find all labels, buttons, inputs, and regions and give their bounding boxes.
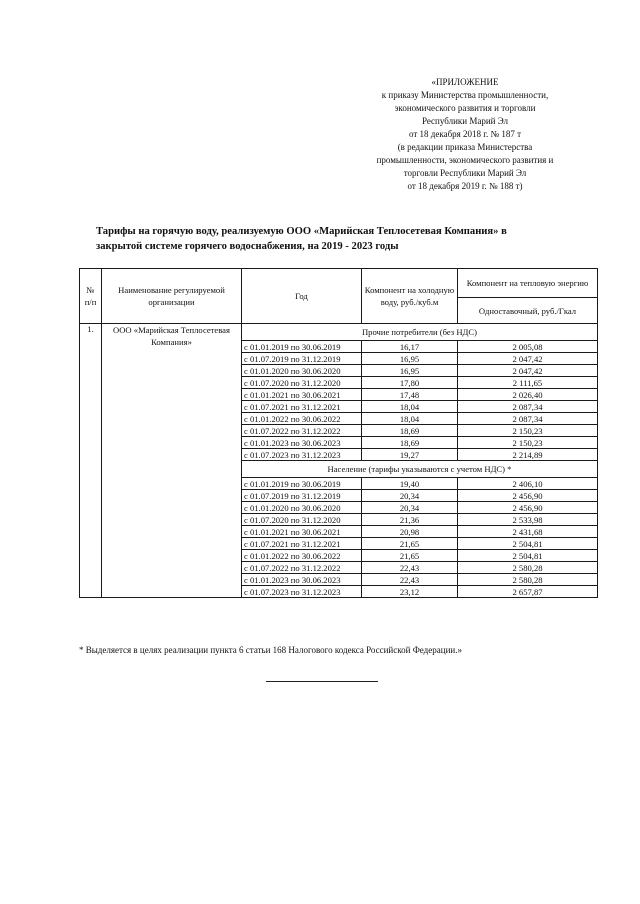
organization-name: ООО «Марийская Теплосетевая Компания» xyxy=(102,324,242,598)
period-cell: с 01.07.2019 по 31.12.2019 xyxy=(242,490,362,502)
table-body xyxy=(80,324,598,598)
heat-energy-cell: 2 657,87 xyxy=(458,586,598,598)
tariff-table xyxy=(79,268,598,598)
period-cell: с 01.01.2022 по 30.06.2022 xyxy=(242,413,362,425)
document-title xyxy=(96,224,566,254)
period-cell: с 01.01.2019 по 30.06.2019 xyxy=(242,341,362,353)
heat-energy-cell: 2 111,65 xyxy=(458,377,598,389)
heat-energy-cell: 2 150,23 xyxy=(458,437,598,449)
cold-water-cell: 23,12 xyxy=(362,586,458,598)
heat-energy-cell: 2 431,68 xyxy=(458,526,598,538)
header-organization: Наименование регулируемой организации xyxy=(102,269,242,324)
cold-water-cell: 20,98 xyxy=(362,526,458,538)
appendix-line: от 18 декабря 2019 г. № 188 т) xyxy=(407,181,523,191)
period-cell: с 01.07.2019 по 31.12.2019 xyxy=(242,353,362,365)
cold-water-cell: 18,04 xyxy=(362,413,458,425)
header-cold-water: Компонент на холодную воду, руб./куб.м xyxy=(362,269,458,324)
heat-energy-cell: 2 406,10 xyxy=(458,478,598,490)
period-cell: с 01.07.2023 по 31.12.2023 xyxy=(242,449,362,461)
heat-energy-cell: 2 047,42 xyxy=(458,353,598,365)
appendix-line: торговли Республики Марий Эл xyxy=(403,168,527,178)
group-label: Население (тарифы указываются с учетом НДС) * xyxy=(242,461,598,478)
appendix-line: экономического развития и торговли xyxy=(394,103,536,113)
appendix-line: Республики Марий Эл xyxy=(421,116,509,126)
appendix-line: (в редакции приказа Министерства xyxy=(397,142,533,152)
heat-energy-cell: 2 456,90 xyxy=(458,502,598,514)
cold-water-cell: 16,17 xyxy=(362,341,458,353)
appendix-line: промышленности, экономического развития и xyxy=(376,155,554,165)
cold-water-cell: 22,43 xyxy=(362,574,458,586)
header-heat-single-rate: Одноставочный, руб./Гкал xyxy=(458,298,598,324)
period-cell: с 01.01.2022 по 30.06.2022 xyxy=(242,550,362,562)
heat-energy-cell: 2 456,90 xyxy=(458,490,598,502)
period-cell: с 01.01.2021 по 30.06.2021 xyxy=(242,389,362,401)
period-cell: с 01.07.2021 по 31.12.2021 xyxy=(242,401,362,413)
period-cell: с 01.07.2021 по 31.12.2021 xyxy=(242,538,362,550)
heat-energy-cell: 2 150,23 xyxy=(458,425,598,437)
heat-energy-cell: 2 087,34 xyxy=(458,413,598,425)
cold-water-cell: 20,34 xyxy=(362,502,458,514)
period-cell: с 01.01.2023 по 30.06.2023 xyxy=(242,437,362,449)
cold-water-cell: 21,36 xyxy=(362,514,458,526)
cold-water-cell: 22,43 xyxy=(362,562,458,574)
period-cell: с 01.01.2019 по 30.06.2019 xyxy=(242,478,362,490)
period-cell: с 01.01.2020 по 30.06.2020 xyxy=(242,502,362,514)
appendix-line: к приказу Министерства промышленности, xyxy=(381,90,549,100)
closing-divider xyxy=(266,681,378,682)
cold-water-cell: 18,04 xyxy=(362,401,458,413)
footnote: * Выделяется в целях реализации пункта 6 статьи 168 Налогового кодекса Российской Федерации.» xyxy=(79,645,462,655)
heat-energy-cell: 2 047,42 xyxy=(458,365,598,377)
period-cell: с 01.01.2023 по 30.06.2023 xyxy=(242,574,362,586)
heat-energy-cell: 2 026,40 xyxy=(458,389,598,401)
appendix-line: «ПРИЛОЖЕНИЕ xyxy=(431,77,499,87)
heat-energy-cell: 2 087,34 xyxy=(458,401,598,413)
heat-energy-cell: 2 214,89 xyxy=(458,449,598,461)
header-year: Год xyxy=(242,269,362,324)
period-cell: с 01.07.2023 по 31.12.2023 xyxy=(242,586,362,598)
heat-energy-cell: 2 580,28 xyxy=(458,574,598,586)
title-line-1: Тарифы на горячую воду, реализуемую ООО «Марийская Теплосетевая Компания» в xyxy=(96,226,507,237)
header-heat-energy: Компонент на тепловую энергию xyxy=(458,269,598,298)
row-number: 1. xyxy=(80,324,102,598)
header-number: № п/п xyxy=(80,269,102,324)
period-cell: с 01.07.2020 по 31.12.2020 xyxy=(242,514,362,526)
group-label: Прочие потребители (без НДС) xyxy=(242,324,598,341)
period-cell: с 01.07.2020 по 31.12.2020 xyxy=(242,377,362,389)
cold-water-cell: 16,95 xyxy=(362,353,458,365)
heat-energy-cell: 2 005,08 xyxy=(458,341,598,353)
heat-energy-cell: 2 533,98 xyxy=(458,514,598,526)
cold-water-cell: 21,65 xyxy=(362,538,458,550)
period-cell: с 01.07.2022 по 31.12.2022 xyxy=(242,562,362,574)
heat-energy-cell: 2 504,81 xyxy=(458,550,598,562)
cold-water-cell: 16,95 xyxy=(362,365,458,377)
cold-water-cell: 19,40 xyxy=(362,478,458,490)
period-cell: с 01.01.2020 по 30.06.2020 xyxy=(242,365,362,377)
cold-water-cell: 17,80 xyxy=(362,377,458,389)
cold-water-cell: 19,27 xyxy=(362,449,458,461)
cold-water-cell: 20,34 xyxy=(362,490,458,502)
heat-energy-cell: 2 580,28 xyxy=(458,562,598,574)
period-cell: с 01.01.2021 по 30.06.2021 xyxy=(242,526,362,538)
heat-energy-cell: 2 504,81 xyxy=(458,538,598,550)
title-line-2: закрытой системе горячего водоснабжения, на 2019 - 2023 годы xyxy=(96,241,399,252)
cold-water-cell: 18,69 xyxy=(362,425,458,437)
appendix-line: от 18 декабря 2018 г. № 187 т xyxy=(408,129,522,139)
appendix-block xyxy=(352,76,578,193)
cold-water-cell: 21,65 xyxy=(362,550,458,562)
cold-water-cell: 17,48 xyxy=(362,389,458,401)
cold-water-cell: 18,69 xyxy=(362,437,458,449)
period-cell: с 01.07.2022 по 31.12.2022 xyxy=(242,425,362,437)
